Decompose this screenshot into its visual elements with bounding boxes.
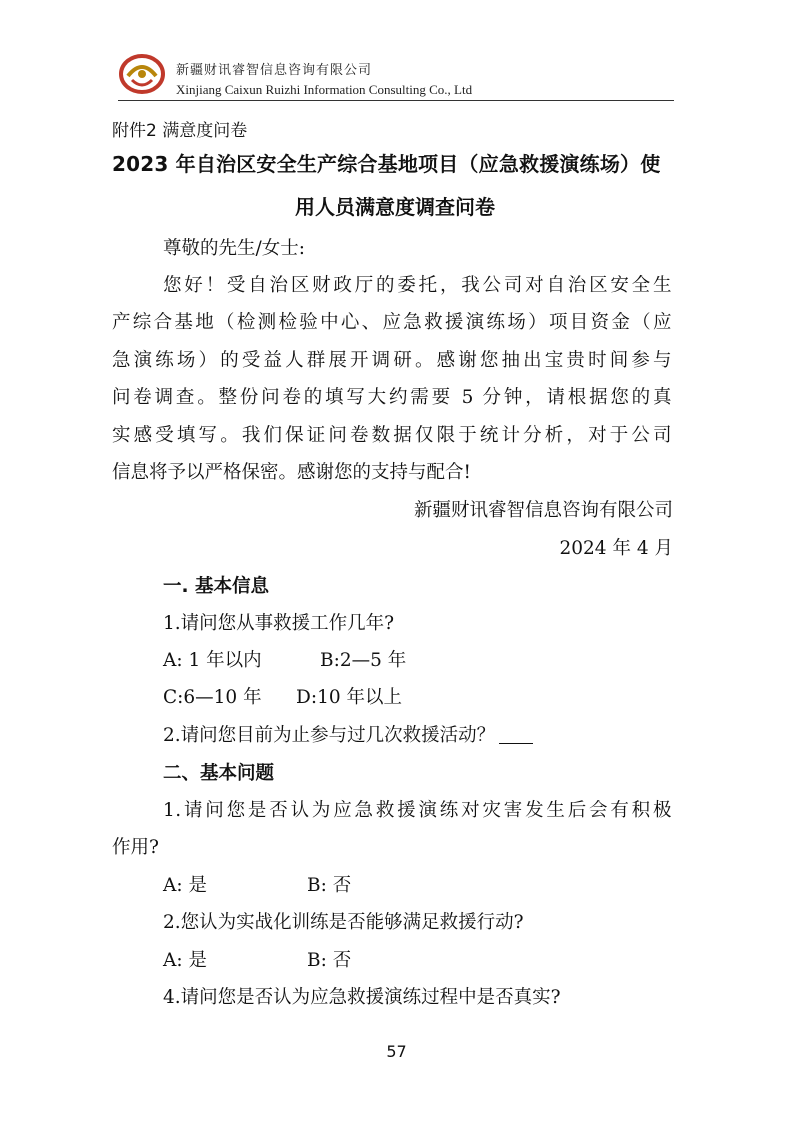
option-d: D:10 年以上 (296, 687, 402, 708)
page-header (118, 44, 674, 102)
option-b: B: 否 (307, 875, 352, 896)
question-1: 1.请问您从事救援工作几年? (163, 613, 395, 634)
page-number: 57 (386, 1042, 407, 1061)
option-a: A: 是 (163, 950, 207, 971)
header-divider (118, 100, 674, 101)
option-b: B: 否 (307, 950, 352, 971)
answer-blank[interactable] (499, 725, 533, 744)
question-2 (163, 721, 533, 747)
company-name-en: Xinjiang Caixun Ruizhi Information Consulting Co., Ltd (176, 82, 473, 97)
company-logo-icon (118, 52, 166, 96)
question-1-line-1: 1.请问您是否认为应急救援演练对灾害发生后会有积极 (163, 800, 672, 821)
option-a: A: 1 年以内 (163, 650, 262, 671)
signature: 新疆财讯睿智信息咨询有限公司 (413, 500, 673, 521)
document-title-line-1: 2023 年自治区安全生产综合基地项目（应急救援演练场）使 (112, 152, 661, 176)
intro-line: 信息将予以严格保密。感谢您的支持与配合! (112, 462, 471, 483)
greeting: 尊敬的先生/女士: (163, 238, 305, 259)
intro-line: 实感受填写。我们保证问卷数据仅限于统计分析，对于公司 (112, 425, 672, 446)
intro-line: 产综合基地（检测检验中心、应急救援演练场）项目资金（应 (112, 312, 672, 333)
option-b: B:2—5 年 (320, 650, 407, 671)
question-1-line-2: 作用? (112, 837, 159, 858)
question-2-text: 2.请问您目前为止参与过几次救援活动？ (163, 725, 496, 746)
section-2-heading: 二、基本问题 (163, 763, 275, 784)
intro-line: 问卷调查。整份问卷的填写大约需要 5 分钟，请根据您的真 (112, 387, 672, 408)
question-4: 4.请问您是否认为应急救援演练过程中是否真实? (163, 987, 561, 1008)
option-a: A: 是 (163, 875, 207, 896)
intro-line: 急演练场）的受益人群展开调研。感谢您抽出宝贵时间参与 (112, 350, 672, 371)
question-2: 2.您认为实战化训练是否能够满足救援行动? (163, 912, 524, 933)
document-title-line-2: 用人员满意度调查问卷 (295, 195, 495, 219)
section-1-heading: 一. 基本信息 (163, 576, 269, 597)
intro-line: 您好！受自治区财政厅的委托，我公司对自治区安全生 (163, 275, 672, 296)
annex-label: 附件2 满意度问卷 (112, 121, 248, 141)
date: 2024 年 4 月 (559, 538, 673, 559)
company-name-cn: 新疆财讯睿智信息咨询有限公司 (176, 63, 373, 78)
option-c: C:6—10 年 (163, 687, 262, 708)
